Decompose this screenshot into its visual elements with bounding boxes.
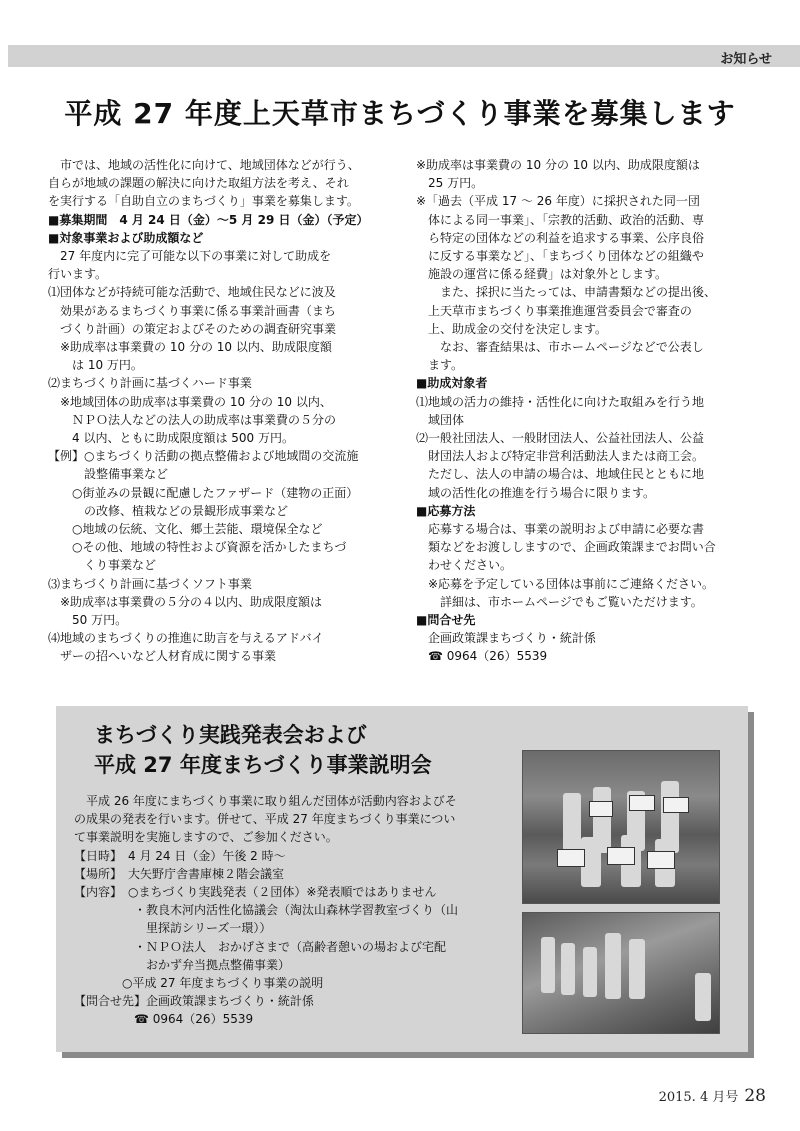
issue-label: 2015. 4 月号 <box>658 1090 739 1105</box>
event-details <box>74 792 524 1029</box>
text-line: 平成 26 年度にまちづくり事業に取り組んだ団体が活動内容およびそ <box>74 794 457 808</box>
text-line: ⑶まちづくり計画に基づくソフト事業 <box>48 576 252 591</box>
text-line: に反する事業など」、「まちづくり団体などの組織や <box>416 249 704 264</box>
text-line: ⑴地域の活力の維持・活性化に向けた取組みを行う地 <box>416 394 705 409</box>
text-line: ※助成率は事業費の 10 分の 10 以内、助成限度額 <box>48 340 332 355</box>
text-line: おかず弁当拠点整備事業） <box>74 957 291 972</box>
text-line: 域の活性化の推進を行う場合に限ります。 <box>416 485 656 500</box>
text-line: わせください。 <box>416 558 513 573</box>
text-line: ・ＮＰＯ法人 おかげさまで（高齢者憩いの場および宅配 <box>74 939 447 954</box>
text-line: 50 万円。 <box>48 613 128 628</box>
text-line: 体による同一事業」、「宗教的活動、政治的活動、専 <box>416 212 705 227</box>
text-line: ザーの招へいなど人材育成に関する事業 <box>48 649 277 664</box>
text-line: ＮＰＯ法人などの法人の助成率は事業費の５分の <box>48 412 337 427</box>
text-line: ■応募方法 <box>416 503 476 518</box>
text-line: ・教良木河内活性化協議会（淘汰山森林学習教室づくり（山 <box>74 903 459 918</box>
text-line: 4 以内、ともに助成限度額は 500 万円。 <box>48 431 294 446</box>
text-line: 企画政策課まちづくり・統計係 <box>416 631 596 646</box>
text-line: ら特定の団体などの利益を追求する事業、公序良俗 <box>416 230 705 245</box>
text-line: ⑵まちづくり計画に基づくハード事業 <box>48 376 252 391</box>
text-line: て事業説明を実施しますので、ご参加ください。 <box>74 830 338 845</box>
text-line: の改修、植栽などの景観形成事業など <box>48 503 289 518</box>
text-line: 自らが地域の課題の解決に向けた取組方法を考え、それ <box>48 176 349 191</box>
activity-photo <box>522 912 720 1034</box>
text-line: は 10 万円。 <box>48 358 143 373</box>
text-line: 上、助成金の交付を決定します。 <box>416 321 608 336</box>
event-title-line1: まちづくり実践発表会および <box>94 723 367 747</box>
text-line: 応募する場合は、事業の説明および申請に必要な書 <box>416 522 705 537</box>
text-line: 施設の運営に係る経費」は対象外とします。 <box>416 267 668 282</box>
text-line: ☎ 0964（26）5539 <box>74 1012 254 1027</box>
text-line: ■助成対象者 <box>416 376 488 391</box>
text-line: を実行する「自助自立のまちづくり」事業を募集します。 <box>48 194 359 209</box>
text-line: 【場所】 大矢野庁舎書庫棟２階会議室 <box>74 866 285 881</box>
text-line: 市では、地域の活性化に向けて、地域団体などが行う、 <box>48 158 360 172</box>
text-line: 類などをお渡ししますので、企画政策課までお問い合 <box>416 540 716 555</box>
text-line: ⑷地域のまちづくりの推進に助言を与えるアドバイ <box>48 631 324 646</box>
page-number: 28 <box>744 1086 766 1106</box>
text-line: 上天草市まちづくり事業推進運営委員会で審査の <box>416 303 692 318</box>
text-line: ○地域の伝統、文化、郷土芸能、環境保全など <box>48 522 323 537</box>
text-line: 域団体 <box>416 412 465 427</box>
text-line: ※「過去（平成 17 ～ 26 年度）に採択された同一団 <box>416 194 700 209</box>
text-line: ○平成 27 年度まちづくり事業の説明 <box>74 976 324 991</box>
text-line: づくり計画）の策定およびそのための調査研究事業 <box>48 321 337 336</box>
text-line: なお、審査結果は、市ホームページなどで公表し <box>416 340 704 355</box>
text-line: ⑴団体などが持続可能な活動で、地域住民などに波及 <box>48 285 336 300</box>
text-line: 【日時】 4 月 24 日（金）午後 2 時～ <box>74 848 286 863</box>
text-line: ※応募を予定している団体は事前にご連絡ください。 <box>416 576 715 591</box>
text-line: 財団法人および特定非営利活動法人または商工会。 <box>416 449 705 464</box>
text-line: 25 万円。 <box>416 176 484 191</box>
text-line: 行います。 <box>48 267 108 282</box>
text-line: 設整備事業など <box>48 467 169 482</box>
text-line: ます。 <box>416 358 464 373</box>
text-line: 27 年度内に完了可能な以下の事業に対して助成を <box>48 249 332 264</box>
section-label: お知らせ <box>720 52 772 67</box>
text-line: ☎ 0964（26）5539 <box>416 649 548 664</box>
text-line: ただし、法人の申請の場合は、地域住民とともに地 <box>416 467 705 482</box>
page-footer <box>659 1086 766 1106</box>
text-line: 効果があるまちづくり事業に係る事業計画書（まち <box>48 303 336 318</box>
text-line: くり事業など <box>48 558 157 573</box>
event-notice-box <box>56 706 748 1052</box>
event-title <box>94 720 432 780</box>
text-line: ※地域団体の助成率は事業費の 10 分の 10 以内、 <box>48 394 332 409</box>
text-line: ※助成率は事業費の５分の４以内、助成限度額は <box>48 594 323 609</box>
text-line: 詳細は、市ホームページでもご覧いただけます。 <box>416 594 703 609</box>
text-line: ○街並みの景観に配慮したファザード（建物の正面） <box>48 485 359 500</box>
text-line: ※助成率は事業費の 10 分の 10 以内、助成限度額は <box>416 158 700 172</box>
text-line: の成果の発表を行います。併せて、平成 27 年度まちづくり事業につい <box>74 812 456 827</box>
text-line: ■募集期間 4 月 24 日（金）～5 月 29 日（金）（予定） <box>48 212 369 227</box>
text-line: ○その他、地域の特性および資源を活かしたまちづ <box>48 540 347 555</box>
text-line: 里探訪シリーズ一環）） <box>74 921 272 936</box>
text-line: ■問合せ先 <box>416 613 476 628</box>
text-line: 【内容】 ○まちづくり実践発表（２団体）※発表順ではありません <box>74 885 437 900</box>
text-line: 【問合せ先】企画政策課まちづくり・統計係 <box>74 994 314 1009</box>
text-line: 【例】○まちづくり活動の拠点整備および地域間の交流施 <box>48 449 359 464</box>
text-line: ⑵一般社団法人、一般財団法人、公益社団法人、公益 <box>416 431 705 446</box>
text-line: ■対象事業および助成額など <box>48 230 204 245</box>
right-column <box>416 156 762 666</box>
page-title: 平成 27 年度上天草市まちづくり事業を募集します <box>64 97 736 130</box>
group-photo <box>522 750 720 904</box>
text-line: また、採択に当たっては、申請書類などの提出後、 <box>416 285 717 300</box>
section-header-bar <box>8 45 800 67</box>
left-column <box>48 156 406 666</box>
event-title-line2: 平成 27 年度まちづくり事業説明会 <box>94 753 432 777</box>
